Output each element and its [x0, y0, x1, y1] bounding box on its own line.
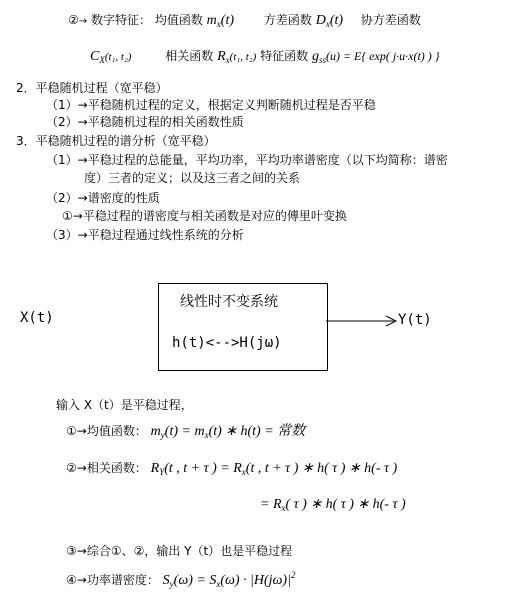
system-transfer-formula: h(t)<-->H(jω) [172, 335, 282, 351]
correlation-symbol: $R_x(t_1$, t₂) [217, 49, 257, 65]
section-2-item-2: （2）→平稳随机过程的相关函数性质 [46, 115, 244, 129]
result-correlation-function: ②→相关函数： $R_Y(t$ , t + τ ) = $R_x(t$ , t + τ ) ∗ h( τ ) ∗ h(- τ ) [66, 461, 398, 477]
characteristic-label: 特征函数 [260, 49, 309, 63]
correlation-label: 相关函数 [165, 49, 214, 63]
section-2-item-1: （1）→平稳随机过程的定义，根据定义判断随机过程是否平稳 [46, 98, 376, 112]
variance-label: 方差函数 [263, 13, 312, 27]
result-power-spectral-density: ④→功率谱密度： $S_y(\omega) = S_x(\omega) \cdot |H(j\omega)|^2$ [66, 570, 296, 589]
input-stationary-note: 输入 X（t）是平稳过程， [56, 398, 193, 412]
section-2-title: 2．平稳随机过程（宽平稳） [16, 81, 168, 95]
feature-line-2 [90, 48, 440, 65]
section-3-item-3: （3）→平稳过程通过线性系统的分析 [46, 228, 244, 242]
variance-symbol: $D_x(t)$ [315, 13, 344, 29]
system-title: 线性时不变系统 [180, 294, 278, 310]
feature-line-1: ②→ 数字特征： 均值函数 $m_x(t)$ 方差函数 $D_x(t)$ 协方差函数 [68, 13, 421, 29]
section-3-item-2a: ①→平稳过程的谱密度与相关函数是对应的傅里叶变换 [62, 209, 347, 223]
output-signal-label: Y(t) [398, 312, 432, 328]
result-mean-function: ①→均值函数： $m_y(t) = m_x(t)$ ∗ h(t) = 常数 [66, 424, 306, 440]
section-3-item-1a: （1）→平稳过程的总能量，平均功率，平均功率谱密度（以下均简称：谱密 [46, 153, 448, 167]
covariance-symbol: $C_X(t_1$, t₂) [90, 49, 132, 65]
mean-symbol: $m_x(t)$ [206, 13, 235, 29]
output-arrow [326, 315, 402, 327]
covariance-label: 协方差函数 [360, 13, 421, 27]
section-3-title: 3．平稳随机过程的谱分析（宽平稳） [16, 134, 216, 148]
feature-label: 数字特征： [90, 13, 151, 27]
result-correlation-continuation: = $R_x$( τ ) ∗ h( τ ) ∗ h(- τ ) [260, 497, 406, 513]
section-3-item-2: （2）→谱密度的性质 [46, 191, 160, 205]
item-number: ② [68, 13, 79, 27]
mean-label: 均值函数 [154, 13, 203, 27]
input-signal-label: X(t) [20, 310, 54, 326]
result-output-stationary: ③→综合①、②，输出 Y（t）也是平稳过程 [66, 544, 293, 558]
section-3-item-1b: 度）三者的定义；以及这三者之间的关系 [84, 171, 301, 185]
characteristic-function: $g_{ss}(u) = E${ exp( j·u·x(t) ) } [311, 49, 440, 65]
